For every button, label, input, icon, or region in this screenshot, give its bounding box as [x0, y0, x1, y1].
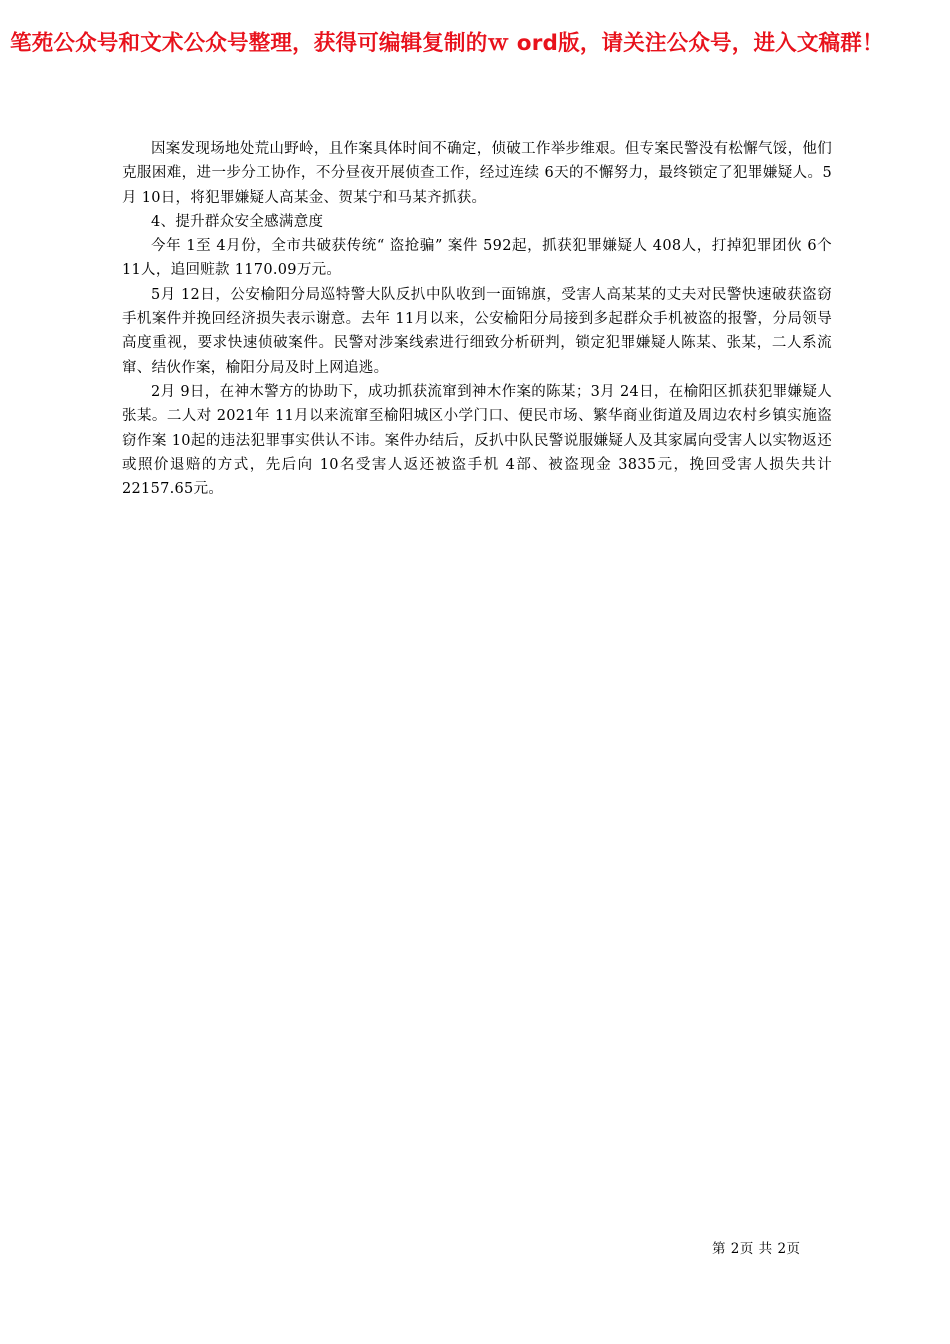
paragraph-pennant: 5月 12日，公安榆阳分局巡特警大队反扒中队收到一面锦旗，受害人高某某的丈夫对民警快速破获盗窃手机案件并挽回经济损失表示谢意。去年 11月以来，公安榆阳分局接到多起群众手机被盗的报警，分局领导高度重视，要求快速侦破案件。民警对涉案线索进行细致分析研判，锁定犯罪嫌疑人陈某、张某，二人系流窜、结伙作案，榆阳分局及时上网追逃。	[122, 286, 832, 376]
paragraph-statistics: 今年 1至 4月份，全市共破获传统“ 盗抢骗” 案件 592起，抓获犯罪嫌疑人 408人，打掉犯罪团伙 6个 11人，追回赃款 1170.09万元。	[122, 238, 832, 279]
header-banner: 笔苑公众号和文术公众号整理，获得可编辑复制的ｗ ord版，请关注公众号，进入文稿群！	[10, 31, 884, 56]
section-heading: 4、提升群众安全感满意度	[151, 213, 324, 230]
paragraph-case-solved: 因案发现场地处荒山野岭，且作案具体时间不确定，侦破工作举步维艰。但专案民警没有松懈气馁，他们克服困难，进一步分工协作，不分昼夜开展侦查工作，经过连续 6天的不懈努力，最终锁定了犯罪嫌疑人。5月 10日，将犯罪嫌疑人高某金、贺某宁和马某齐抓获。	[122, 141, 832, 206]
paragraph-arrests: 2月 9日，在神木警方的协助下，成功抓获流窜到神木作案的陈某；3月 24日，在榆阳区抓获犯罪嫌疑人张某。二人对 2021年 11月以来流窜至榆阳城区小学门口、便民市场、繁华商业街道及周边农村乡镇实施盗窃作案 10起的违法犯罪事实供认不讳。案件办结后，反扒中队民警说服嫌疑人及其家属向受害人以实物返还或照价退赔的方式，先后向 10名受害人返还被盗手机 4部、被盗现金 3835元，挽回受害人损失共计 22157.65元。	[122, 383, 832, 498]
page-number: 第 2页 共 2页	[712, 1241, 801, 1257]
document-body	[122, 137, 832, 501]
